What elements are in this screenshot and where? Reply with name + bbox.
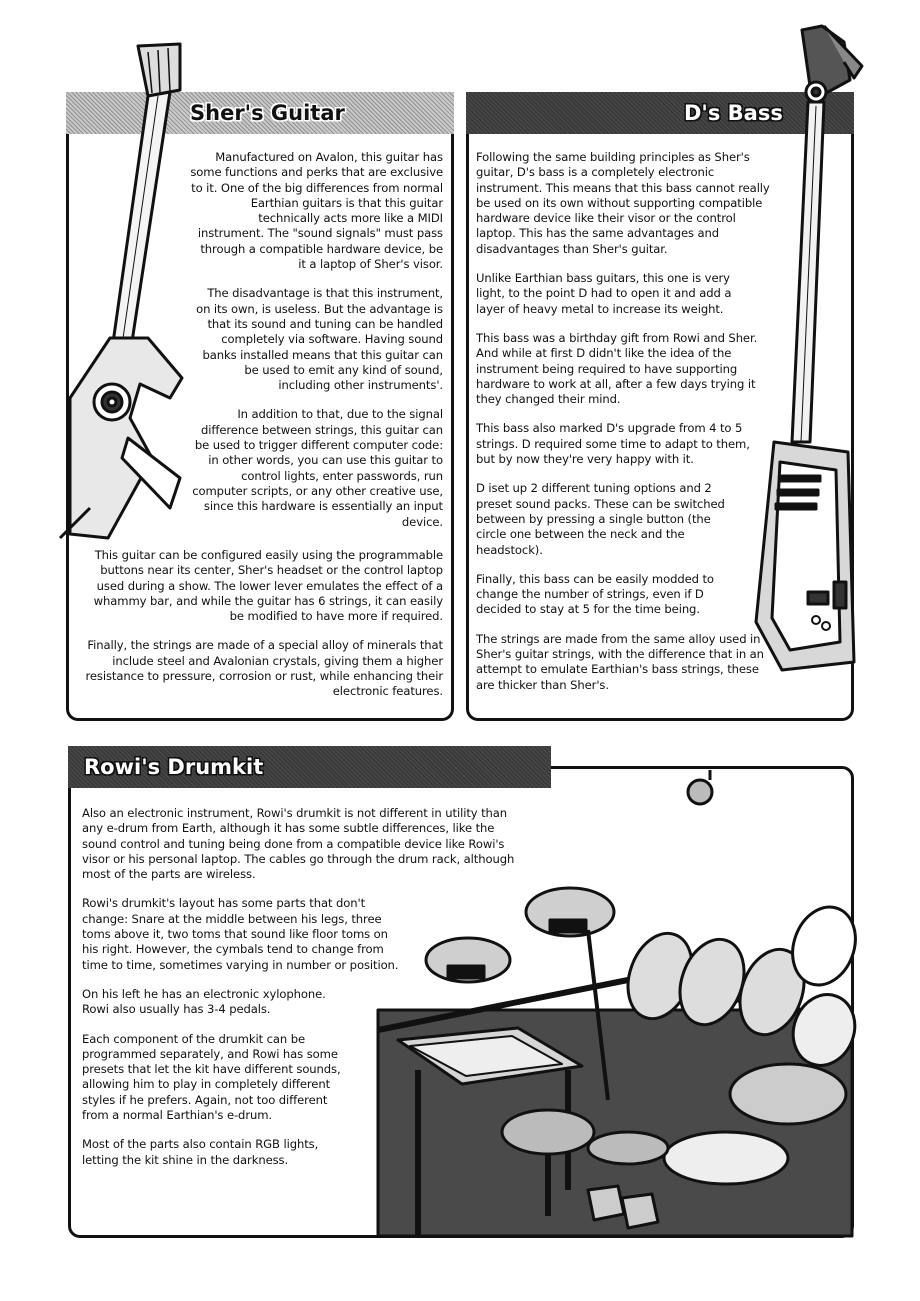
guitar-text-upper xyxy=(190,150,443,544)
drums-title: Rowi's Drumkit xyxy=(84,755,264,779)
bass-text xyxy=(476,150,776,707)
drums-paragraph: Rowi's drumkit's layout has some parts that don't change: Snare at the middle between his legs, three toms above it, two toms that sound like floor toms on his right. However, the cymbals tend to change from time to time, sometimes varying in number or position. xyxy=(82,896,399,972)
guitar-paragraph: Manufactured on Avalon, this guitar has some functions and perks that are exclusive to it. One of the big differences from normal Earthian guitars is that this guitar technically acts more like a MIDI instrument. The "sound signals" must pass through a compatible hardware device, be it a laptop of Sher's visor. xyxy=(190,150,443,272)
bass-paragraph: D iset up 2 different tuning options and 2 preset sound packs. These can be switched between by pressing a single button (the circle one between the neck and the headstock). xyxy=(476,481,725,557)
guitar-illustration xyxy=(30,38,200,538)
guitar-paragraph: Finally, the strings are made of a special alloy of minerals that include steel and Avalonian crystals, giving them a higher resistance to pressure, corrosion or rust, while enhancing their electronic features. xyxy=(85,638,443,699)
bass-paragraph: This bass was a birthday gift from Rowi and Sher. And while at first D didn't like the idea of the instrument being required to have supporting hardware to work at all, after a few days trying it they changed their mind. xyxy=(476,330,758,407)
bass-paragraph: Following the same building principles as Sher's guitar, D's bass is a completely electronic instrument. This means that this bass cannot really be used on its own without supporting compatible hardware device like their visor or the control laptop. This has the same advantages and disadvantages than Sher's guitar. xyxy=(476,150,770,256)
guitar-title: Sher's Guitar xyxy=(190,101,345,125)
guitar-paragraph: This guitar can be configured easily using the programmable buttons near its center, Sher's headset or the control laptop used during a show. The lower lever emulates the effect of a whammy bar, and while the guitar has 6 strings, it can easily be modified to have more if required. xyxy=(93,548,443,624)
guitar-text-lower xyxy=(78,548,443,714)
bass-title: D's Bass xyxy=(684,101,783,125)
drums-paragraph: Most of the parts also contain RGB lights, letting the kit shine in the darkness. xyxy=(82,1137,319,1167)
drums-text xyxy=(82,806,522,1182)
bass-paragraph: This bass also marked D's upgrade from 4 to 5 strings. D required some time to adapt to them, but by now they're very happy with it. xyxy=(476,421,750,467)
drums-paragraph: On his left he has an electronic xylophone. Rowi also usually has 3-4 pedals. xyxy=(82,986,326,1017)
guitar-paragraph: In addition to that, due to the signal difference between strings, this guitar can be used to trigger different computer code: in other words, you can use this guitar to control lights, enter passwords, run computer scripts, or any other creative use, since this hardware is essentially an input device. xyxy=(192,407,443,529)
drums-paragraph: Also an electronic instrument, Rowi's drumkit is not different in utility than any e-drum from Earth, although it has some subtle differences, like the sound control and tuning being done from a compatible device like Rowi's visor or his personal laptop. The cables go through the drum rack, although most of the parts are wireless. xyxy=(82,806,515,882)
guitar-paragraph: The disadvantage is that this instrument, on its own, is useless. But the advantage is that its sound and tuning can be handled completely via software. Having sound banks installed means that this guitar can be used to emit any kind of sound, including other instruments'. xyxy=(196,286,443,393)
bass-paragraph: Finally, this bass can be easily modded to change the number of strings, even if D decided to stay at 5 for the time being. xyxy=(476,571,714,617)
drums-paragraph: Each component of the drumkit can be programmed separately, and Rowi has some presets that let the kit have different sounds, allowing him to play in completely different styles if he prefers. Again, not too different from a normal Earthian's e-drum. xyxy=(82,1031,341,1123)
bass-paragraph: Unlike Earthian bass guitars, this one is very light, to the point D had to open it and add a layer of heavy metal to increase its weight. xyxy=(476,271,732,316)
bass-paragraph: The strings are made from the same alloy used in Sher's guitar strings, with the difference that in an attempt to emulate Earthian's bass strings, these are thicker than Sher's. xyxy=(476,631,764,692)
